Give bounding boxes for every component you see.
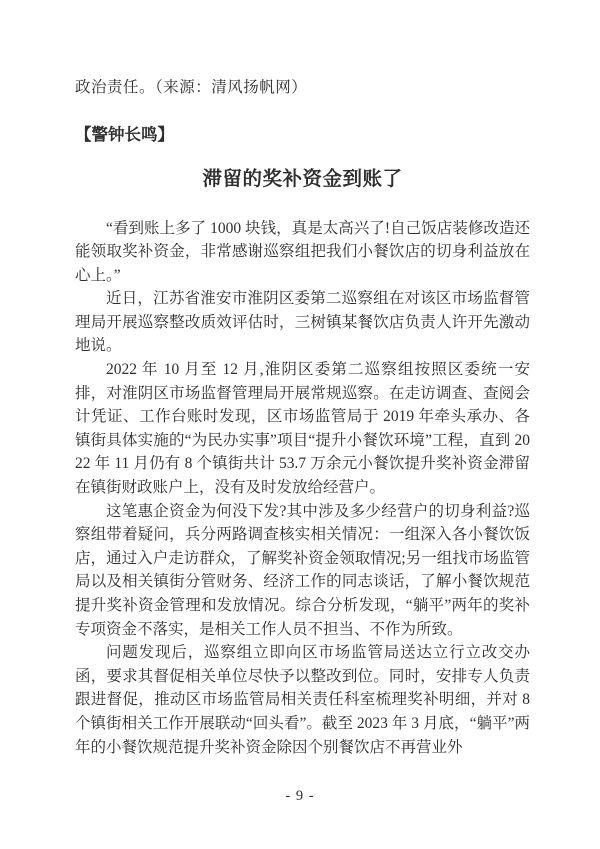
section-heading: 【警钟长鸣】 bbox=[75, 124, 174, 144]
article-paragraph: 这笔惠企资金为何没下发?其中涉及多少经营户的切身利益?巡察组带着疑问，兵分两路调查核实相关情况：一组深入各小餐饮饭店，通过入户走访群众，了解奖补资金领取情况;另一组找市场监管局以及相关镇街分管财务、经济工作的同志谈话，了解小餐饮规范提升奖补资金管理和发放情况。综合分析发现，“躺平”两年的奖补专项资金不落实，是相关工作人员不担当、不作为所致。 bbox=[75, 502, 530, 638]
previous-article-source-line: 政治责任。（来源：清风扬帆网） bbox=[75, 79, 308, 96]
article-title: 滞留的奖补资金到账了 bbox=[202, 168, 403, 190]
article-paragraph: 2022 年 10 月至 12 月,淮阴区委第二巡察组按照区委统一安排，对淮阴区市场监督管理局开展常规巡察。在走访调查、查阅会计凭证、工作台账时发现，区市场监管局于 2019 年牵头承办、各镇街具体实施的“为民办实事”项目“提升小餐饮环境”工程，直到 2022 年 11 月仍有 8 个镇街共计 53.7 万余元小餐饮提升奖补资金滞留在镇街财政账户上，没有及时发放给经营户。 bbox=[75, 361, 530, 497]
page-number: - 9 - bbox=[285, 788, 315, 804]
article-body bbox=[75, 217, 530, 760]
article-paragraph: “看到账上多了 1000 块钱，真是太高兴了!自己饭店装修改造还能领取奖补资金，非常感谢巡察组把我们小餐饮店的切身利益放在心上。” bbox=[75, 219, 530, 284]
article-paragraph: 问题发现后，巡察组立即向区市场监管局送达立行立改交办函，要求其督促相关单位尽快予以整改到位。同时，安排专人负责跟进督促，推动区市场监管局相关责任科室梳理奖补明细，并对 8 个镇街相关工作开展联动“回头看”。截至 2023 年 3 月底，“躺平”两年的小餐饮规范提升奖补资金除因个别餐饮店不再营业外 bbox=[75, 644, 530, 756]
article-paragraph: 近日，江苏省淮安市淮阴区委第二巡察组在对该区市场监督管理局开展巡察整改质效评估时，三树镇某餐饮店负责人许开先激动地说。 bbox=[75, 290, 530, 355]
